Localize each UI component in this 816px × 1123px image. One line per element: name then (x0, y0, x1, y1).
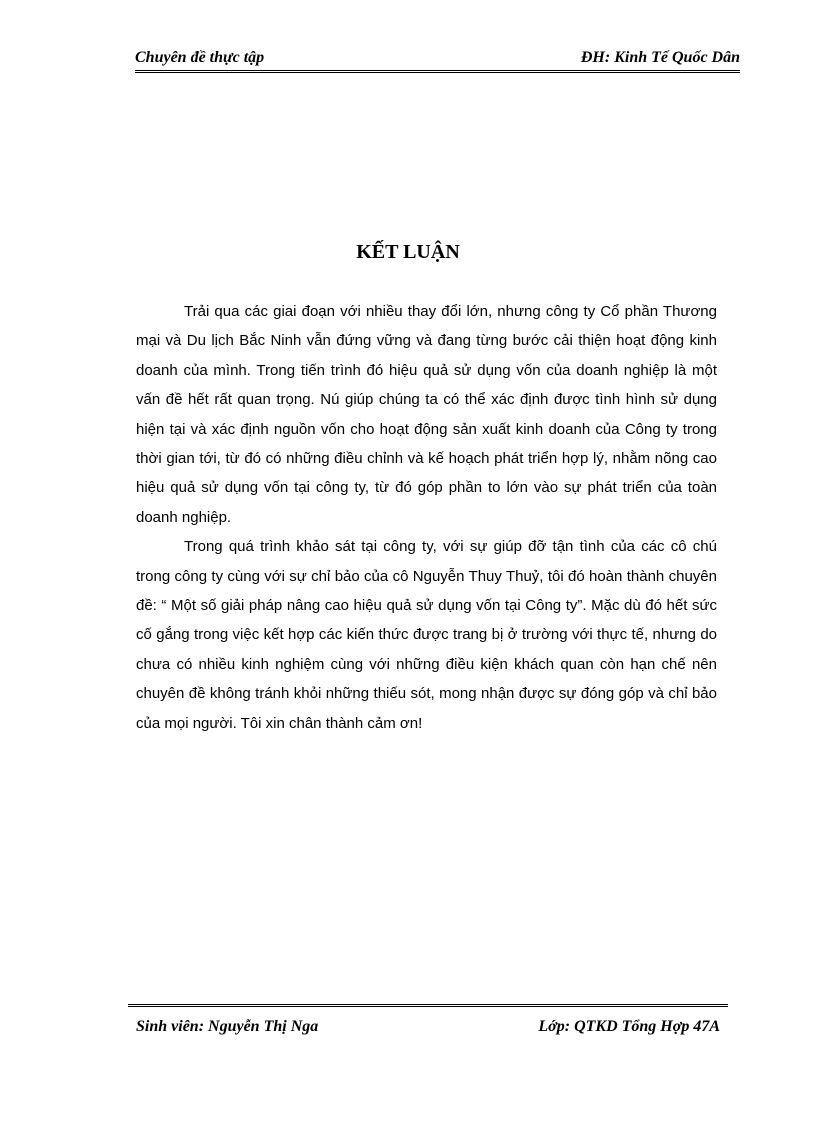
footer-left-text: Sinh viên: Nguyễn Thị Nga (136, 1018, 319, 1035)
page-header (135, 48, 740, 73)
page-title: KẾT LUẬN (356, 241, 460, 263)
paragraph-2: Trong quá trình khảo sát tại công ty, với sự giúp đỡ tận tình của các cô chú trong công ty cùng với sự chỉ bảo của cô Nguyễn Thuy Thuỷ, tôi đó hoàn thành chuyên đề: “ Một số giải pháp nâng cao hiệu quả sử dụng vốn tại Công ty”. Mặc dù đó hết sức cố gắng trong việc kết hợp các kiến thức được trang bị ở trường với thực tế, nhưng do chưa có nhiều kinh nghiệm cùng với những điều kiện khách quan còn hạn chế nên chuyên đề không tránh khỏi những thiếu sót, mong nhận được sự đóng góp và chỉ bảo của mọi người. Tôi xin chân thành cảm ơn! (136, 538, 717, 732)
header-right-text: ĐH: Kinh Tế Quốc Dân (580, 49, 740, 66)
footer-right-text: Lớp: QTKD Tổng Hợp 47A (538, 1018, 720, 1035)
body-text (136, 297, 717, 738)
paragraph-1: Trải qua các giai đoạn với nhiều thay đổi lớn, nhưng công ty Cổ phần Thương mại và Du lịch Bắc Ninh vẫn đứng vững và đang từng bước cải thiện hoạt động kinh doanh của mình. Trong tiến trình đó hiệu quả sử dụng vốn của doanh nghiệp là một vấn đề hết rất quan trọng. Nú giúp chúng ta có thể xác định được tình hình sử dụng hiện tại và xác định nguồn vốn cho hoạt động sản xuất kinh doanh của Công ty trong thời gian tới, từ đó có những điều chỉnh và kế hoạch phát triển hợp lý, nhằm nõng cao hiệu quả sử dụng vốn tại công ty, từ đó góp phần to lớn vào sự phát triển của toàn doanh nghiệp. (136, 303, 717, 526)
page-footer (128, 1004, 728, 1033)
header-left-text: Chuyên đề thực tập (135, 49, 265, 66)
